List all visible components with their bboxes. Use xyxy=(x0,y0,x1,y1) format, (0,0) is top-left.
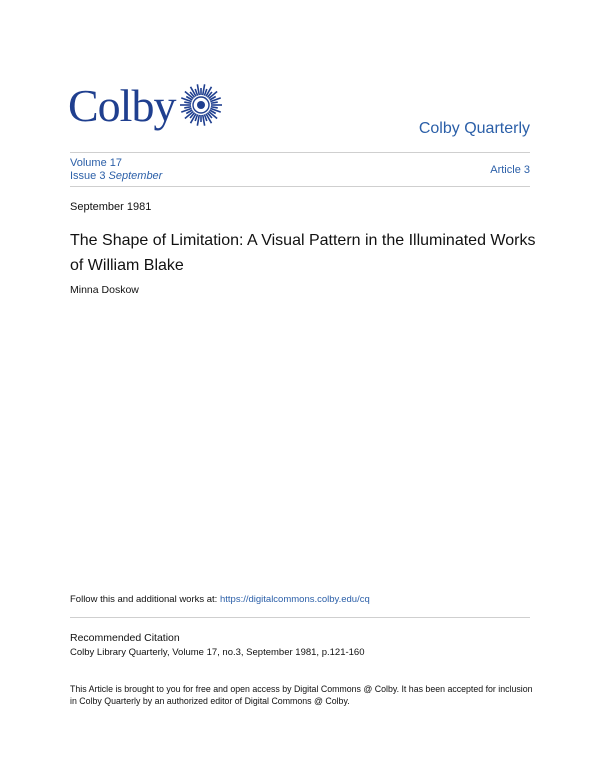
issue-label: Issue 3 September xyxy=(70,170,163,182)
logo-wordmark: Colby xyxy=(68,80,176,131)
header-divider xyxy=(70,152,530,153)
article-title: The Shape of Limitation: A Visual Pattern in the Illuminated Works of William Blake xyxy=(70,232,536,274)
volume-label: Volume 17 xyxy=(70,157,122,169)
follow-line xyxy=(70,594,370,605)
repository-link[interactable]: https://digitalcommons.colby.edu/cq xyxy=(219,594,370,605)
journal-title-link[interactable]: Colby Quarterly xyxy=(418,120,530,137)
follow-text: Follow this and additional works at: xyxy=(70,594,220,605)
publication-date: September 1981 xyxy=(70,201,152,213)
volume-issue-link[interactable] xyxy=(70,157,162,183)
meta-divider xyxy=(70,186,530,187)
issue-month: September xyxy=(108,170,163,182)
sunburst-seal-icon xyxy=(178,82,224,128)
author-name: Minna Doskow xyxy=(70,284,139,296)
access-notice: This Article is brought to you for free and open access by Digital Commons @ Colby. It has been accepted for inclusion in Colby Quarterly by an authorized editor of Digital Commons @ Colby. xyxy=(70,684,533,706)
citation-text: Colby Library Quarterly, Volume 17, no.3, September 1981, p.121-160 xyxy=(70,647,365,658)
article-number-link[interactable]: Article 3 xyxy=(490,164,530,176)
citation-heading: Recommended Citation xyxy=(70,632,180,644)
colby-logo xyxy=(68,80,228,140)
citation-divider xyxy=(70,617,530,618)
